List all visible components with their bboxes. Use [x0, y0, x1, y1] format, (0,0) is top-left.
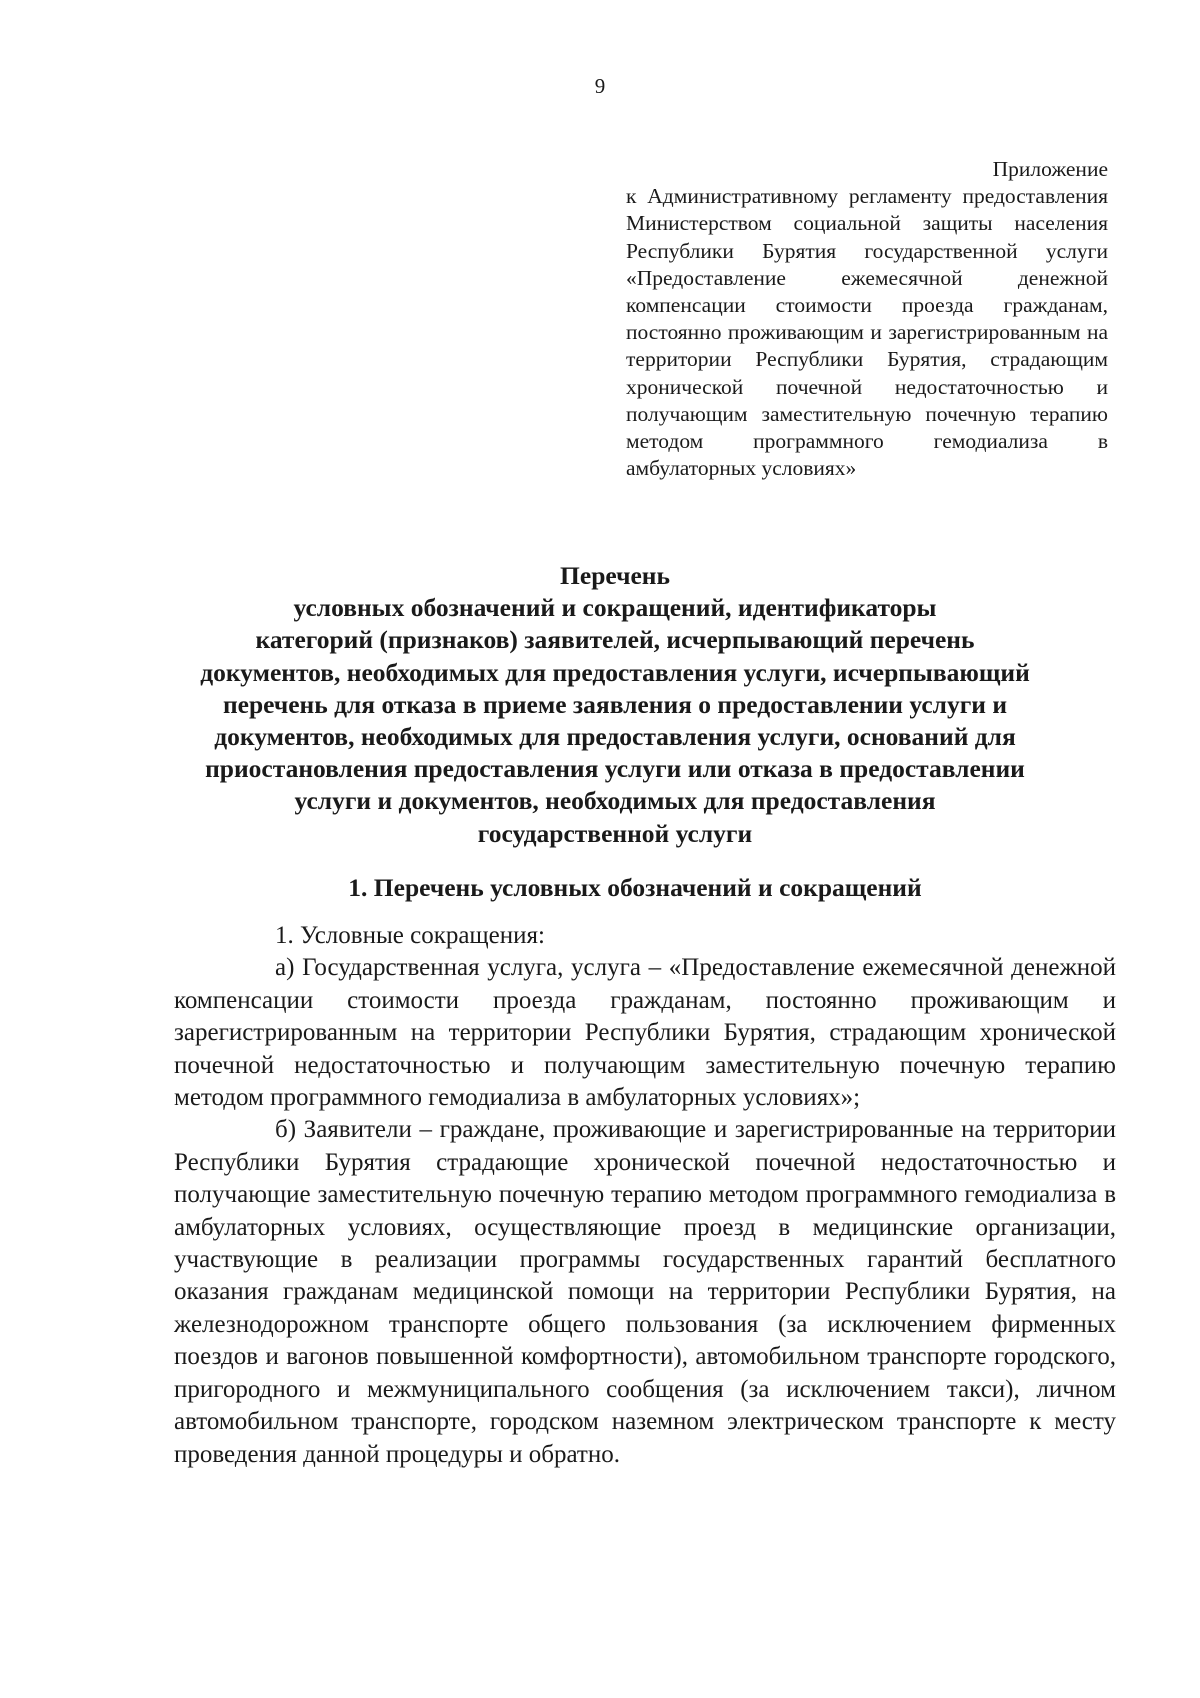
title-line: приостановления предоставления услуги или отказа в предоставлении — [205, 754, 1025, 784]
title-line: документов, необходимых для предоставления услуги, исчерпывающий — [200, 657, 1030, 687]
title-line: услуги и документов, необходимых для предоставления — [294, 786, 936, 816]
section-heading: 1. Перечень условных обозначений и сокращений — [348, 873, 922, 902]
paragraph-item-a: а) Государственная услуга, услуга – «Предоставление ежемесячной денежной компенсации стоимости проезда гражданам, постоянно проживающим и зарегистрированным на территории Республики Бурятия, страдающим хронической почечной недостаточностью и получающим заместительную почечную терапию методом программного гемодиализа в амбулаторных условиях»; — [174, 954, 1116, 1112]
appendix-block — [626, 156, 1108, 482]
title-line: государственной услуги — [477, 818, 753, 848]
title-line: категорий (признаков) заявителей, исчерпывающий перечень — [255, 625, 975, 655]
document-title — [150, 560, 1080, 850]
appendix-heading: Приложение — [992, 157, 1108, 181]
paragraph-item-1: 1. Условные сокращения: — [275, 922, 545, 949]
title-line: документов, необходимых для предоставления услуги, оснований для — [214, 722, 1016, 752]
page-number: 9 — [594, 74, 606, 98]
appendix-text: к Административному регламенту предоставления Министерством социальной защиты населения Республики Бурятия государственной услуги «Предоставление ежемесячной денежной компенсации стоимости проезда гражданам, постоянно проживающим и зарегистрированным на территории Республики Бурятия, страдающим хронической почечной недостаточностью и получающим заместительную почечную терапию методом программного гемодиализа в амбулаторных условиях» — [626, 184, 1108, 481]
paragraph-item-b: б) Заявители – граждане, проживающие и зарегистрированные на территории Республики Бурятия страдающие хронической почечной недостаточностью и получающие заместительную почечную терапию методом программного гемодиализа в амбулаторных условиях, осуществляющие проезд в медицинские организации, участвующие в реализации программы государственных гарантий бесплатного оказания гражданам медицинской помощи на территории Республики Бурятия, на железнодорожном транспорте общего пользования (за исключением фирменных поездов и вагонов повышенной комфортности), автомобильном транспорте городского, пригородного и межмуниципального сообщения (за исключением такси), личном автомобильном транспорте, городском наземном электрическом транспорте к месту проведения данной процедуры и обратно. — [174, 1116, 1116, 1468]
section-content — [174, 920, 1116, 1471]
title-line: перечень для отказа в приеме заявления о предоставлении услуги и — [222, 689, 1008, 719]
title-line: условных обозначений и сокращений, идентификаторы — [293, 593, 937, 623]
title-line: Перечень — [560, 561, 670, 590]
